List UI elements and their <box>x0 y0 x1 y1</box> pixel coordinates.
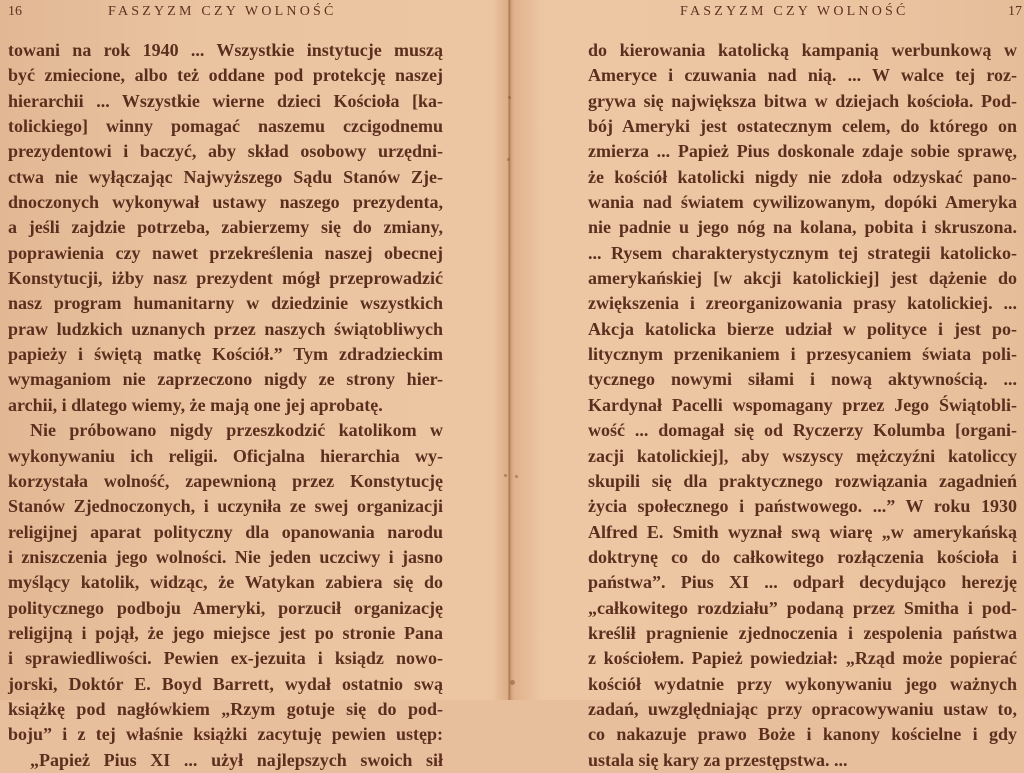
text-line: ctwa nie wyłączając Najwyższego Sądu Stanów Zje- <box>8 166 443 187</box>
text-line: religijnej aparat polityczny dla opanowania narodu <box>8 521 443 542</box>
running-head: FASZYZM CZY WOLNOŚĆ <box>108 4 337 19</box>
text-line: nasz program humanitarny w dziedzinie wszystkich <box>8 293 443 314</box>
text-line: z kościołem. Papież powiedział: „Rząd może popierać <box>588 648 1017 669</box>
text-line: kreślił pragnienie zjednoczenia i zespolenia państwa <box>588 622 1017 643</box>
page-body-text <box>588 38 1017 773</box>
text-line: tycznego nowymi siłami i nową aktywnością. ... <box>588 369 1017 390</box>
paper-speck <box>504 474 507 477</box>
quote-start-line: „Papież Pius XI ... użył najlepszych swoich sił <box>30 749 443 770</box>
text-line: poprawienia czy nawet przekreślenia naszej obecnej <box>8 242 443 263</box>
paragraph-start-line: Nie próbowano nigdy przeszkodzić katolikom w <box>30 420 443 441</box>
paper-speck <box>515 475 518 478</box>
right-page <box>511 0 1024 770</box>
left-page <box>0 0 508 770</box>
text-line: że kościół katolicki nigdy nie zdoła odzyskać pano- <box>588 166 1017 187</box>
text-line: myślący katolik, widząc, że Watykan zabiera się do <box>8 572 443 593</box>
page-number: 16 <box>8 4 22 19</box>
text-line: Akcja katolicka bierze udział w polityce i jest po- <box>588 318 1017 339</box>
text-line: religijną i pojął, że jego miejsce jest po stronie Pana <box>8 622 443 643</box>
paper-speck <box>508 96 511 99</box>
paper-speck <box>510 680 515 685</box>
text-line: państwa”. Pius XI ... odparł decydująco herezję <box>588 572 1017 593</box>
text-line: litycznym przenikaniem i przesycaniem świata poli- <box>588 344 1017 365</box>
text-line: do kierowania katolicką kampanią werbunkową w <box>588 40 1017 60</box>
text-line: papieży i świętą matkę Kościół.” Tym zdradzieckim <box>8 344 443 365</box>
text-line: a jeśli zajdzie potrzeba, zabierzemy się do zmiany, <box>8 217 443 238</box>
text-line: ... Rysem charakterystycznym tej strategii katolicko- <box>588 242 1017 263</box>
text-line: co nakazuje prawo Boże i kanony kościelne i gdy <box>588 724 1017 745</box>
text-line: Stanów Zjednoczonych, i uczyniła ze swej organizacji <box>8 496 443 517</box>
text-line: zacji katolickiej], aby wszyscy mężczyźni katoliccy <box>588 445 1017 466</box>
text-line: zadań, uwzględniając przy opracowywaniu ustaw to, <box>588 698 1017 719</box>
text-line: ustala się kary za przestępstwa. ... <box>588 749 848 770</box>
text-line: prezydentowi i baczyć, aby skład osobowy urzędni- <box>8 141 443 162</box>
text-line: książkę pod nagłówkiem „Rzym gotuje się do pod- <box>8 698 443 719</box>
text-line: Kardynał Pacelli wspomagany przez Jego Świątobli- <box>588 394 1017 415</box>
text-line: politycznego podboju Ameryki, porzucił organizację <box>8 597 443 618</box>
running-head: FASZYZM CZY WOLNOŚĆ <box>680 4 909 19</box>
text-line: Ameryce i czuwania nad nią. ... W walce tej roz- <box>588 65 1017 86</box>
text-line: i sprawiedliwości. Pewien ex-jezuita i ksiądz nowo- <box>8 648 443 669</box>
text-line: bój Ameryki jest ostatecznym celem, do którego on <box>588 116 1017 137</box>
text-line: skupili się dla praktycznego rozwiązania zagadnień <box>588 470 1017 491</box>
page-body-text <box>8 38 443 773</box>
text-line: korzystała wolność, zapewnioną przez Konstytucję <box>8 470 443 491</box>
text-line: zwiększenia i zreorganizowania prasy katolickiej. ... <box>588 293 1017 314</box>
text-line: archii, i dlatego wiemy, że mają one jej aprobatę. <box>8 394 383 415</box>
text-line: wość ... domagał się od Ryczerzy Kolumba [organi- <box>588 420 1017 441</box>
text-line: zmierza ... Papież Pius doskonale zdaje sobie sprawę, <box>588 141 1017 162</box>
paper-speck <box>507 158 510 161</box>
text-line: kościół wydatnie przy wykonywaniu jego ważnych <box>588 673 1017 694</box>
text-line: wykonywaniu ich religii. Oficjalna hierarchia wy- <box>8 445 443 466</box>
text-line: nie padnie u jego nóg na kolana, pobita i skruszona. <box>588 217 1017 238</box>
text-line: boju” i z tej właśnie książki zacytuję pewien ustęp: <box>8 724 443 745</box>
text-line: hierarchii ... Wszystkie wierne dzieci Kościoła [ka- <box>8 90 443 111</box>
text-line: wania nad światem cywilizowanym, dopóki Ameryka <box>588 192 1017 213</box>
text-line: tolickiego] winny pomagać naszemu czcigodnemu <box>8 116 443 137</box>
text-line: życia społecznego i państwowego. ...” W roku 1930 <box>588 496 1017 517</box>
text-line: i zniszczenia jego wolności. Nie jeden uczciwy i jasno <box>8 546 443 567</box>
page-number: 17 <box>1008 4 1022 19</box>
text-line: wymaganiom nie zaprzeczono nigdy ze strony hier- <box>8 369 443 390</box>
text-line: praw ludzkich uznanych przez naszych świątobliwych <box>8 318 443 339</box>
text-line: jorski, Doktór E. Boyd Barrett, wydał ostatnio swą <box>8 673 443 694</box>
text-line: doktrynę co do całkowitego rozłączenia kościoła i <box>588 546 1017 567</box>
text-line: towani na rok 1940 ... Wszystkie instytucje muszą <box>8 40 443 60</box>
text-line: „całkowitego rozdziału” podaną przez Smitha i pod- <box>588 597 1017 618</box>
text-line: amerykańskiej [w akcji katolickiej] jest dążenie do <box>588 268 1017 289</box>
text-line: Alfred E. Smith wyznał swą wiarę „w amerykańską <box>588 521 1017 542</box>
text-line: grywa się największa bitwa w dziejach kościoła. Pod- <box>588 90 1017 111</box>
text-line: dnoczonych wykonywał ustawy naszego prezydenta, <box>8 192 443 213</box>
text-line: być zmiecione, albo też oddane pod protekcję naszej <box>8 65 443 86</box>
text-line: Konstytucji, iżby nasz prezydent mógł przeprowadzić <box>8 268 443 289</box>
